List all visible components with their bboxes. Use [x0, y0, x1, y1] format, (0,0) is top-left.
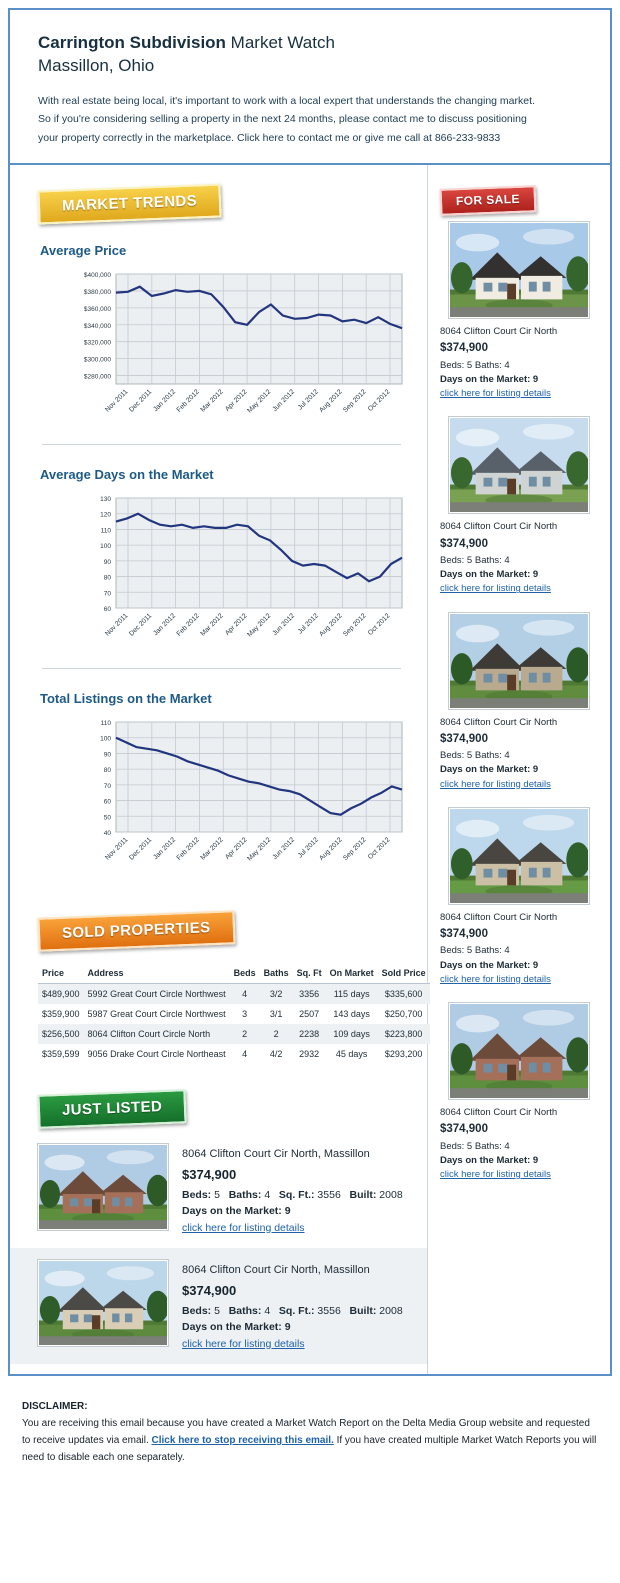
- svg-text:$400,000: $400,000: [83, 272, 111, 279]
- property-photo[interactable]: [449, 1003, 589, 1099]
- listing-details-link[interactable]: click here for listing details: [440, 583, 551, 595]
- svg-text:70: 70: [103, 590, 111, 598]
- svg-text:Jun 2012: Jun 2012: [271, 836, 297, 862]
- svg-text:$360,000: $360,000: [83, 305, 111, 313]
- disclaimer-line-2-post: If you have created multiple Market Watch Reports you will: [333, 1434, 597, 1446]
- property-photo[interactable]: [38, 1144, 168, 1230]
- svg-text:Nov 2011: Nov 2011: [104, 836, 130, 862]
- property-days-on-market: Days on the Market: 9: [440, 764, 539, 776]
- table-cell: $335,600: [378, 984, 430, 1005]
- divider-2: [42, 668, 401, 669]
- property-beds-baths: Beds: 5 Baths: 4: [440, 1140, 510, 1152]
- just-listed-list: [10, 1132, 427, 1364]
- just-listed-banner: JUST LISTED: [37, 1089, 186, 1129]
- disclaimer-line-2: [22, 1432, 598, 1449]
- property-price: $374,900: [182, 1167, 237, 1183]
- built-value: 2008: [379, 1305, 403, 1318]
- property-days-on-market: Days on the Market: 9: [182, 1205, 291, 1218]
- disclaimer-line-1: You are receiving this email because you have created a Market Watch Report on the Delta Media Group website and requested: [22, 1417, 590, 1429]
- table-cell: 4: [242, 1049, 248, 1059]
- property-price: $374,900: [440, 732, 488, 745]
- property-price: $374,900: [440, 537, 488, 550]
- property-days-on-market: Days on the Market: 9: [182, 1321, 291, 1334]
- table-cell: 2: [260, 1024, 293, 1044]
- property-address: 8064 Clifton Court Cir North: [440, 1107, 558, 1118]
- property-price: $374,900: [440, 1123, 488, 1136]
- svg-text:Sep 2012: Sep 2012: [342, 612, 368, 638]
- svg-text:40: 40: [103, 830, 111, 837]
- intro-line-1: With real estate being local, it's important to work with a local expert that understands the changing market.: [38, 94, 535, 107]
- property-beds-baths: Beds: 5 Baths: 4: [440, 945, 510, 957]
- table-cell: $223,800: [378, 1024, 430, 1044]
- property-photo[interactable]: [38, 1260, 168, 1346]
- svg-text:110: 110: [100, 527, 111, 535]
- table-column-header: On Market: [326, 964, 378, 984]
- average-price-svg: [38, 268, 408, 438]
- svg-text:Mar 2012: Mar 2012: [199, 836, 225, 862]
- svg-text:$380,000: $380,000: [83, 288, 111, 296]
- svg-text:Feb 2012: Feb 2012: [175, 612, 201, 638]
- svg-text:Aug 2012: Aug 2012: [318, 836, 344, 862]
- svg-text:$280,000: $280,000: [83, 373, 111, 381]
- table-cell: 2238: [293, 1024, 326, 1044]
- svg-text:Sep 2012: Sep 2012: [342, 388, 368, 414]
- svg-text:May 2012: May 2012: [246, 388, 273, 415]
- table-cell: 9056 Drake Court Circle Northeast: [87, 1049, 226, 1059]
- svg-text:60: 60: [103, 606, 111, 613]
- intro-text: [38, 92, 582, 147]
- property-beds-baths: Beds: 5 Baths: 4: [440, 750, 510, 761]
- beds-label: Beds:: [182, 1189, 212, 1202]
- svg-text:90: 90: [103, 751, 111, 759]
- svg-text:80: 80: [103, 574, 111, 582]
- market-trends-banner: MARKET TRENDS: [37, 183, 221, 224]
- sqft-value: 3556: [317, 1189, 341, 1202]
- svg-text:Jan 2012: Jan 2012: [152, 612, 178, 638]
- property-price: $374,900: [182, 1283, 237, 1299]
- svg-text:Jun 2012: Jun 2012: [271, 612, 297, 638]
- table-column-header: Sq. Ft: [293, 964, 326, 984]
- table-column-header: Baths: [260, 964, 293, 984]
- svg-text:Oct 2012: Oct 2012: [366, 612, 392, 637]
- built-label: Built:: [349, 1189, 377, 1202]
- table-cell: 45 days: [335, 1049, 368, 1059]
- table-column-header: Sold Price: [378, 964, 430, 984]
- property-photo[interactable]: [449, 613, 589, 709]
- just-listed-item: [10, 1132, 427, 1248]
- for-sale-card: [434, 216, 604, 411]
- svg-text:120: 120: [100, 511, 111, 519]
- market-trends-banner-wrap: [10, 165, 427, 227]
- for-sale-card: [434, 411, 604, 606]
- for-sale-card: [434, 802, 604, 997]
- page-title: [38, 32, 582, 78]
- intro-line-2: So if you're considering selling a property in the next 24 months, please contact me to discuss positioning: [38, 113, 527, 126]
- property-days-on-market: Days on the Market: 9: [440, 1154, 539, 1166]
- svg-text:Mar 2012: Mar 2012: [199, 388, 225, 414]
- sold-properties-table: [38, 964, 430, 1064]
- listing-details-link[interactable]: click here for listing details: [440, 778, 551, 790]
- svg-text:Feb 2012: Feb 2012: [175, 836, 201, 862]
- svg-text:May 2012: May 2012: [246, 836, 273, 863]
- svg-text:Sep 2012: Sep 2012: [342, 836, 368, 862]
- property-address: 8064 Clifton Court Cir North: [440, 521, 558, 533]
- table-cell: 115 days: [326, 984, 378, 1005]
- svg-text:130: 130: [100, 496, 111, 503]
- just-listed-item: [10, 1248, 427, 1364]
- disclaimer-line-3: need to disable each one separately.: [22, 1451, 185, 1463]
- svg-text:Jul 2012: Jul 2012: [296, 612, 320, 636]
- svg-text:Apr 2012: Apr 2012: [224, 388, 249, 413]
- disclaimer-line-2-pre: to receive updates via email.: [22, 1434, 152, 1446]
- just-listed-banner-wrap: [10, 1070, 427, 1132]
- chart-canvas-average-price: [38, 268, 405, 438]
- svg-text:May 2012: May 2012: [246, 612, 273, 639]
- table-cell: 2932: [299, 1049, 320, 1059]
- table-cell: 3356: [293, 984, 326, 1005]
- svg-text:100: 100: [100, 735, 111, 743]
- chart-canvas-days-on-market: [38, 492, 405, 662]
- baths-label: Baths:: [228, 1189, 262, 1202]
- table-cell: 3: [242, 1009, 248, 1019]
- property-address: 8064 Clifton Court Cir North: [440, 716, 558, 728]
- table-cell: 109 days: [326, 1024, 378, 1044]
- baths-label: Baths:: [228, 1305, 262, 1318]
- intro-line-3: your property correctly in the marketplace. Click here to contact me or give me call at 866-233-9833: [38, 131, 501, 144]
- sold-properties-table-wrap: [10, 954, 427, 1070]
- page-title-bold: Carrington Subdivision: [38, 33, 226, 52]
- chart-avg-days-on-market: [10, 451, 427, 675]
- listing-details-link[interactable]: click here for listing details: [182, 1337, 305, 1350]
- for-sale-column: [428, 165, 610, 1374]
- beds-label: Beds:: [182, 1305, 212, 1318]
- property-beds-baths: Beds: 5 Baths: 4: [440, 359, 510, 371]
- svg-text:110: 110: [100, 720, 111, 727]
- for-sale-banner-wrap: [434, 165, 604, 216]
- svg-text:Jan 2012: Jan 2012: [152, 836, 178, 862]
- chart-average-price: [10, 227, 427, 451]
- svg-text:$300,000: $300,000: [83, 356, 111, 364]
- built-label: Built:: [349, 1305, 377, 1318]
- svg-text:60: 60: [103, 798, 111, 806]
- for-sale-banner: FOR SALE: [440, 185, 537, 216]
- report-frame: [8, 8, 612, 1376]
- table-cell: $256,500: [38, 1024, 84, 1044]
- table-cell: 5987 Great Court Circle Northwest: [87, 1009, 226, 1019]
- property-info: [182, 1260, 403, 1352]
- property-info: [438, 520, 600, 596]
- property-address: 8064 Clifton Court Cir North, Massillon: [182, 1263, 370, 1276]
- table-row: [38, 1024, 430, 1044]
- sqft-value: 3556: [317, 1305, 341, 1318]
- property-days-on-market: Days on the Market: 9: [440, 959, 539, 971]
- property-price: $374,900: [440, 928, 488, 940]
- table-column-header: Beds: [230, 964, 260, 984]
- disclaimer-title: DISCLAIMER:: [22, 1400, 88, 1412]
- table-cell: $489,900: [38, 984, 84, 1005]
- property-info: [438, 1106, 600, 1182]
- property-beds-baths: Beds: 5 Baths: 4: [440, 554, 510, 566]
- property-info: [182, 1144, 403, 1236]
- table-cell: 3/2: [260, 984, 293, 1005]
- for-sale-card: [434, 997, 604, 1192]
- property-price: $374,900: [440, 342, 488, 355]
- svg-text:Apr 2012: Apr 2012: [224, 836, 249, 861]
- table-cell: 2: [230, 1024, 260, 1044]
- table-row: [38, 1004, 430, 1024]
- svg-text:Aug 2012: Aug 2012: [318, 612, 344, 638]
- table-column-header: Address: [84, 964, 230, 984]
- page-subtitle: Massillon, Ohio: [38, 55, 155, 75]
- listing-details-link[interactable]: click here for listing details: [182, 1221, 305, 1234]
- property-address: 8064 Clifton Court Cir North: [440, 911, 558, 923]
- svg-text:Mar 2012: Mar 2012: [199, 612, 225, 638]
- baths-value: 4: [264, 1305, 271, 1318]
- sold-banner-wrap: [10, 892, 427, 954]
- svg-text:50: 50: [103, 814, 111, 822]
- table-cell: 2507: [299, 1009, 320, 1019]
- table-cell: 3/1: [269, 1009, 283, 1019]
- svg-text:Dec 2011: Dec 2011: [128, 612, 154, 638]
- table-cell: 143 days: [333, 1009, 370, 1019]
- svg-text:Oct 2012: Oct 2012: [366, 388, 392, 413]
- svg-text:80: 80: [103, 767, 111, 775]
- for-sale-list: [434, 216, 604, 1192]
- property-address: 8064 Clifton Court Cir North: [440, 326, 558, 337]
- property-photo[interactable]: [449, 222, 589, 318]
- unsubscribe-link[interactable]: Click here to stop receiving this email.: [151, 1434, 334, 1446]
- property-info: [438, 325, 600, 401]
- table-column-header: Price: [38, 964, 84, 984]
- svg-text:$320,000: $320,000: [83, 339, 111, 347]
- report-body: [10, 165, 610, 1374]
- property-info: [438, 716, 600, 792]
- chart-title-days-on-market: Average Days on the Market: [40, 467, 214, 482]
- property-address: 8064 Clifton Court Cir North, Massillon: [182, 1148, 370, 1160]
- page-title-rest: Market Watch: [225, 33, 335, 52]
- svg-text:Nov 2011: Nov 2011: [104, 388, 130, 414]
- listing-details-link[interactable]: click here for listing details: [440, 388, 551, 399]
- svg-text:Apr 2012: Apr 2012: [224, 612, 249, 637]
- listing-details-link[interactable]: click here for listing details: [440, 973, 551, 985]
- listing-details-link[interactable]: click here for listing details: [440, 1169, 551, 1180]
- svg-text:70: 70: [103, 782, 111, 790]
- beds-value: 5: [214, 1189, 220, 1202]
- svg-text:90: 90: [103, 558, 111, 566]
- disclaimer: [0, 1384, 620, 1484]
- days-on-market-svg: [38, 492, 408, 662]
- property-photo[interactable]: [449, 808, 589, 904]
- table-cell: 8064 Clifton Court Circle North: [84, 1024, 230, 1044]
- svg-text:Aug 2012: Aug 2012: [318, 388, 344, 414]
- sqft-label: Sq. Ft.:: [278, 1305, 315, 1318]
- property-days-on-market: Days on the Market: 9: [440, 569, 539, 580]
- property-photo[interactable]: [449, 417, 589, 513]
- svg-text:Jan 2012: Jan 2012: [152, 388, 178, 414]
- table-row: [38, 984, 430, 1005]
- svg-text:Nov 2011: Nov 2011: [104, 612, 130, 638]
- property-days-on-market: Days on the Market: 9: [440, 373, 539, 385]
- chart-total-listings: [10, 675, 427, 892]
- chart-canvas-total-listings: [38, 716, 405, 886]
- left-column: [10, 165, 428, 1374]
- svg-text:Dec 2011: Dec 2011: [128, 388, 154, 414]
- svg-text:Oct 2012: Oct 2012: [366, 836, 392, 861]
- report-header: [10, 10, 610, 165]
- svg-text:$340,000: $340,000: [83, 322, 111, 330]
- divider-1: [42, 444, 401, 445]
- built-value: 2008: [379, 1189, 403, 1202]
- table-header-row: [38, 964, 430, 984]
- svg-text:Feb 2012: Feb 2012: [175, 388, 201, 414]
- svg-text:Jul 2012: Jul 2012: [296, 836, 320, 860]
- for-sale-card: [434, 607, 604, 802]
- market-watch-page: [0, 8, 620, 1484]
- property-info: [438, 911, 600, 987]
- svg-text:100: 100: [100, 543, 111, 551]
- svg-text:Dec 2011: Dec 2011: [128, 836, 154, 862]
- svg-text:Jul 2012: Jul 2012: [296, 388, 320, 412]
- table-cell: $359,599: [42, 1049, 80, 1059]
- property-meta: [182, 1303, 403, 1319]
- table-cell: 4/2: [269, 1049, 283, 1059]
- table-cell: 4: [230, 984, 260, 1005]
- total-listings-svg: [38, 716, 408, 886]
- table-cell: $250,700: [384, 1009, 423, 1019]
- table-row: [38, 1044, 430, 1064]
- table-cell: 5992 Great Court Circle Northwest: [84, 984, 230, 1005]
- table-cell: $293,200: [384, 1049, 423, 1059]
- sqft-label: Sq. Ft.:: [278, 1189, 315, 1202]
- chart-title-total-listings: Total Listings on the Market: [40, 691, 212, 706]
- beds-value: 5: [214, 1305, 220, 1318]
- chart-title-average-price: Average Price: [40, 243, 127, 258]
- table-cell: $359,900: [42, 1009, 80, 1019]
- sold-properties-banner: SOLD PROPERTIES: [37, 910, 235, 952]
- svg-text:Jun 2012: Jun 2012: [271, 388, 297, 414]
- baths-value: 4: [264, 1189, 271, 1202]
- property-meta: [182, 1187, 403, 1203]
